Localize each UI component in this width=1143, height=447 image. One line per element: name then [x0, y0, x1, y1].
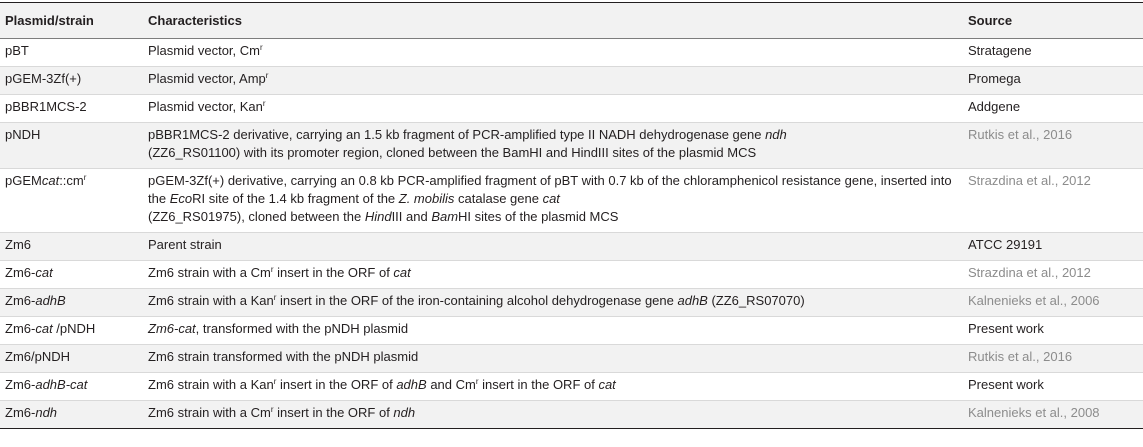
- row-characteristics: Parent strain: [148, 237, 222, 252]
- row-characteristics: [148, 172, 968, 226]
- char-text: Plasmid vector, Amp: [148, 71, 266, 86]
- name-text: /pNDH: [52, 321, 96, 336]
- row-name: pBT: [5, 43, 29, 58]
- char-text: insert in the ORF of the iron-containing alcohol dehydrogenase gene: [276, 293, 678, 308]
- row-characteristics: [148, 320, 968, 338]
- row-name: Zm6: [5, 237, 31, 252]
- char-text: (ZZ6_RS01100) with its promoter region, cloned between the BamHI and HindIII sites of the plasmid MCS: [148, 145, 757, 160]
- row-characteristics: [148, 264, 968, 282]
- char-text: (ZZ6_RS01975), cloned between the: [148, 209, 365, 224]
- char-text: HI sites of the plasmid MCS: [458, 209, 619, 224]
- char-text: , transformed with the pNDH plasmid: [195, 321, 409, 336]
- char-italic: cat: [393, 265, 411, 280]
- char-superscript: r: [262, 99, 266, 108]
- row-source: Addgene: [968, 99, 1021, 114]
- row-characteristics: [148, 42, 968, 60]
- row-name: [0, 376, 148, 394]
- name-text: ::cm: [59, 173, 84, 188]
- table-row: [0, 261, 1143, 289]
- name-text: Zm6-: [5, 265, 36, 280]
- table-row: [0, 401, 1143, 429]
- char-text: RI site of the 1.4 kb fragment of the: [192, 191, 399, 206]
- name-text: Zm6-: [5, 377, 36, 392]
- name-italic: adhB-cat: [35, 377, 88, 392]
- row-source: ATCC 29191: [968, 237, 1043, 252]
- name-text: Zm6-: [5, 405, 36, 420]
- row-name: [0, 320, 148, 338]
- table-row: [0, 233, 1143, 261]
- row-source-link[interactable]: Rutkis et al., 2016: [968, 127, 1073, 142]
- char-italic: Zm6-cat: [148, 321, 196, 336]
- name-italic: ndh: [35, 405, 58, 420]
- name-text: Zm6-: [5, 321, 36, 336]
- row-characteristics: [148, 126, 968, 162]
- table-row: [0, 39, 1143, 67]
- char-italic: Hind: [364, 209, 392, 224]
- char-text: insert in the ORF of: [273, 405, 394, 420]
- row-name: [0, 172, 148, 190]
- row-source-link[interactable]: Strazdina et al., 2012: [968, 173, 1091, 188]
- row-characteristics: [148, 98, 968, 116]
- char-italic: Eco: [169, 191, 193, 206]
- table-row: [0, 373, 1143, 401]
- row-name: Zm6/pNDH: [5, 349, 71, 364]
- char-superscript: r: [475, 377, 479, 386]
- char-superscript: r: [270, 405, 274, 414]
- char-superscript: r: [259, 43, 263, 52]
- char-superscript: r: [265, 71, 269, 80]
- row-source: Stratagene: [968, 43, 1032, 58]
- char-text: (ZZ6_RS07070): [707, 293, 805, 308]
- char-superscript: r: [273, 293, 277, 302]
- row-characteristics: Zm6 strain transformed with the pNDH plasmid: [148, 349, 419, 364]
- name-text: pGEM: [5, 173, 42, 188]
- header-characteristics: Characteristics: [148, 13, 242, 28]
- char-text: insert in the ORF of: [276, 377, 397, 392]
- char-italic: cat: [542, 191, 560, 206]
- char-superscript: r: [270, 265, 274, 274]
- table-header: [0, 3, 1143, 38]
- table-row: [0, 67, 1143, 95]
- table-row: [0, 123, 1143, 169]
- row-characteristics: [148, 404, 968, 422]
- table-row: [0, 95, 1143, 123]
- char-italic: ndh: [765, 127, 787, 142]
- row-name: [0, 404, 148, 422]
- row-source-link[interactable]: Kalnenieks et al., 2006: [968, 293, 1100, 308]
- row-source: Promega: [968, 71, 1021, 86]
- row-source: Present work: [968, 377, 1044, 392]
- header-source: Source: [968, 13, 1013, 28]
- name-superscript: r: [83, 173, 87, 182]
- char-italic: ndh: [393, 405, 416, 420]
- row-name: pGEM-3Zf(+): [5, 71, 82, 86]
- char-text: Zm6 strain with a Cm: [148, 265, 271, 280]
- name-italic: cat: [35, 265, 53, 280]
- char-text: insert in the ORF of: [273, 265, 394, 280]
- row-name: [0, 292, 148, 310]
- char-text: Plasmid vector, Cm: [148, 43, 260, 58]
- table-body: [0, 39, 1143, 429]
- table-row: [0, 169, 1143, 233]
- table-row: [0, 289, 1143, 317]
- table-row: [0, 345, 1143, 373]
- row-source-link[interactable]: Rutkis et al., 2016: [968, 349, 1073, 364]
- data-table: [0, 2, 1143, 429]
- row-characteristics: [148, 292, 968, 310]
- char-italic: Z. mobilis: [398, 191, 455, 206]
- row-source-link[interactable]: Kalnenieks et al., 2008: [968, 405, 1100, 420]
- char-text: insert in the ORF of: [478, 377, 599, 392]
- name-italic: cat: [35, 321, 53, 336]
- name-italic: cat: [41, 173, 60, 188]
- row-name: pBBR1MCS-2: [5, 99, 87, 114]
- char-text: Zm6 strain with a Kan: [148, 293, 274, 308]
- char-text: pGEM-3Zf(+) derivative, carrying an 0.8 kb PCR-amplified fragment of pBT with 0.7 kb of the chloramphenicol resistance gene, inserted into the: [148, 173, 952, 206]
- row-characteristics: [148, 70, 968, 88]
- row-name: [0, 264, 148, 282]
- char-italic: adhB: [677, 293, 708, 308]
- char-text: III and: [391, 209, 432, 224]
- char-text: Zm6 strain with a Cm: [148, 405, 271, 420]
- row-characteristics: [148, 376, 968, 394]
- char-text: catalase gene: [454, 191, 543, 206]
- char-italic: cat: [598, 377, 616, 392]
- char-text: pBBR1MCS-2 derivative, carrying an 1.5 kb fragment of PCR-amplified type II NADH dehydrogenase gene: [148, 127, 766, 142]
- table-row: [0, 317, 1143, 345]
- char-text: and Cm: [426, 377, 476, 392]
- row-source: Present work: [968, 321, 1044, 336]
- char-text: Zm6 strain with a Kan: [148, 377, 274, 392]
- header-plasmid-strain: Plasmid/strain: [5, 13, 94, 28]
- row-source-link[interactable]: Strazdina et al., 2012: [968, 265, 1091, 280]
- char-superscript: r: [273, 377, 277, 386]
- name-text: Zm6-: [5, 293, 36, 308]
- char-italic: Bam: [431, 209, 459, 224]
- name-italic: adhB: [35, 293, 66, 308]
- row-name: pNDH: [5, 127, 41, 142]
- char-italic: adhB: [396, 377, 427, 392]
- char-text: Plasmid vector, Kan: [148, 99, 263, 114]
